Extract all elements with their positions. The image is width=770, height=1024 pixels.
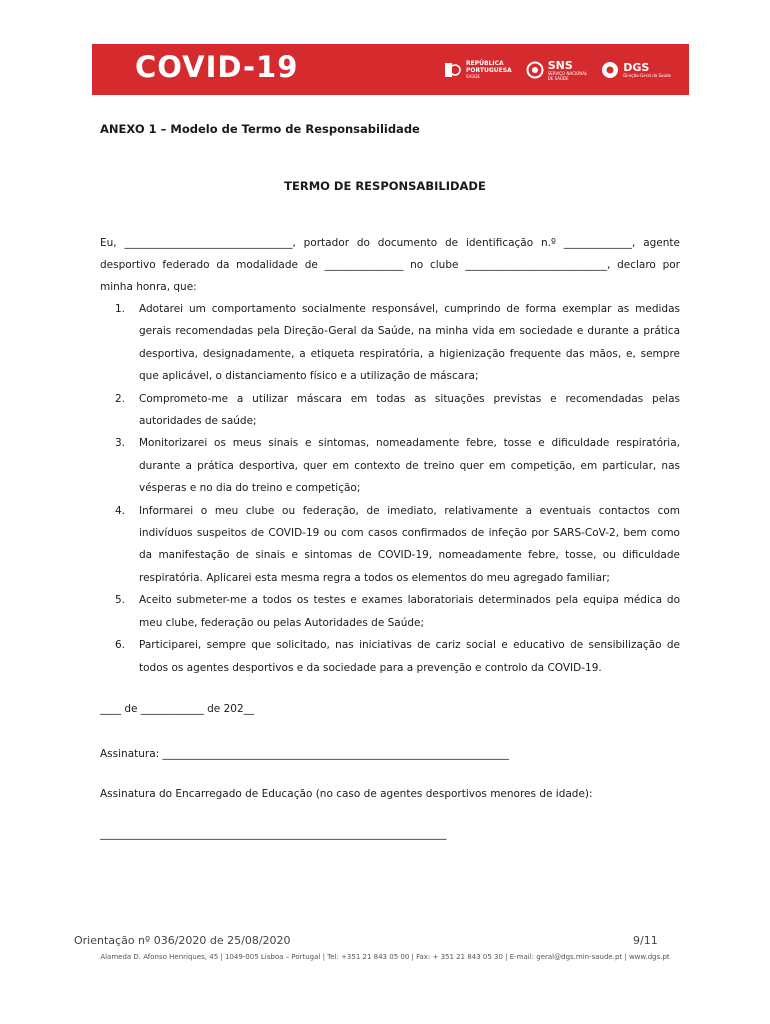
annex-title: ANEXO 1 – Modelo de Termo de Responsabilidade bbox=[100, 122, 420, 136]
footer-address: Alameda D. Afonso Henriques, 45 | 1049-005 Lisboa – Portugal | Tel: +351 21 843 05 00 | Fax: + 351 21 843 05 30 | E-mail: geral@dgs.min-saude.pt | www.dgs.pt bbox=[100, 953, 670, 961]
logo-rp-line1: REPÚBLICA bbox=[466, 60, 504, 67]
dgs-logo bbox=[601, 61, 671, 79]
list-item-number: 4. bbox=[115, 504, 126, 517]
logo-sns-name: SNS bbox=[547, 58, 573, 72]
banner-logos bbox=[444, 56, 671, 84]
list-item-number: 1. bbox=[115, 303, 126, 315]
page-number: 9/11 bbox=[633, 934, 658, 947]
logo-sns-line2: DE SAÚDE bbox=[547, 75, 569, 81]
sns-swirl-icon bbox=[526, 61, 544, 79]
list-item bbox=[100, 388, 680, 433]
sns-logo bbox=[526, 60, 588, 81]
list-item-number: 6. bbox=[115, 639, 126, 652]
list-item bbox=[100, 634, 680, 679]
date-field: ____ de ____________ de 202__ bbox=[100, 703, 255, 715]
list-item-text: Participarei, sempre que solicitado, nas iniciativas de cariz social e educativo de sensibilização de todos os agentes desportivos e da sociedade para a prevenção e controlo da COVID-19. bbox=[139, 639, 680, 674]
list-item-number: 5. bbox=[115, 594, 126, 607]
list-item bbox=[100, 589, 680, 634]
covid-banner bbox=[92, 44, 689, 95]
guardian-signature-label: Assinatura do Encarregado de Educação (no caso de agentes desportivos menores de idade): bbox=[100, 788, 593, 800]
list-item bbox=[100, 432, 680, 499]
dgs-emblem-icon bbox=[601, 61, 619, 79]
footer-reference: Orientação nº 036/2020 de 25/08/2020 bbox=[74, 934, 291, 947]
document-title: TERMO DE RESPONSABILIDADE bbox=[284, 179, 486, 193]
declaration-intro: Eu, ________________________________, portador do documento de identificação n.º _____________, agente desportivo federado da modalidade de _______________ no clube ___________________________, declaro por minha honra, que: bbox=[100, 237, 680, 293]
list-item bbox=[100, 500, 680, 590]
republica-portuguesa-logo bbox=[444, 61, 512, 79]
logo-rp-line2: PORTUGUESA bbox=[466, 66, 512, 74]
list-item-text: Aceito submeter-me a todos os testes e exames laboratoriais determinados pela equipa médica do meu clube, federação ou pelas Autoridades de Saúde; bbox=[139, 594, 680, 629]
signature-field: Assinatura: __________________________________________________________________ bbox=[100, 748, 510, 760]
logo-dgs-sub: Direção-Geral da Saúde bbox=[623, 73, 671, 78]
commitments-list bbox=[100, 298, 680, 679]
banner-title: COVID-19 bbox=[135, 50, 299, 84]
logo-rp-line3: SAÚDE bbox=[466, 74, 480, 79]
list-item-number: 3. bbox=[115, 437, 126, 450]
list-item bbox=[100, 298, 680, 388]
list-item-text: Adotarei um comportamento socialmente responsável, cumprindo de forma exemplar as medidas gerais recomendadas pela Direção-Geral da Saúde, na minha vida em sociedade e durante a prática desportiva, designadamente, a etiqueta respiratória, a higienização frequente das mãos, e, sempre que aplicável, o distanciamento físico e a utilização de máscara; bbox=[139, 303, 680, 383]
list-item-text: Comprometo-me a utilizar máscara em todas as situações previstas e recomendadas pelas autoridades de saúde; bbox=[139, 392, 680, 428]
logo-dgs-name: DGS bbox=[623, 61, 650, 74]
list-item-number: 2. bbox=[115, 392, 126, 405]
republica-portuguesa-emblem-icon bbox=[444, 61, 462, 79]
list-item-text: Monitorizarei os meus sinais e sintomas, nomeadamente febre, tosse e dificuldade respiratória, durante a prática desportiva, quer em contexto de treino quer em competição, em particular, nas vésperas e no dia do treino e competição; bbox=[139, 437, 680, 495]
list-item-text: Informarei o meu clube ou federação, de imediato, relativamente a eventuais contactos com indivíduos suspeitos de COVID-19 ou com casos confirmados de infeção por SARS-CoV-2, bem como da manifestação de sinais e sintomas de COVID-19, nomeadamente febre, tosse, ou dificuldade respiratória. Aplicarei esta mesma regra a todos os elementos do meu agregado familiar; bbox=[139, 504, 680, 584]
logo-sns-line1: SERVIÇO NACIONAL bbox=[547, 70, 588, 76]
guardian-signature-field: __________________________________________________________________ bbox=[100, 828, 447, 840]
